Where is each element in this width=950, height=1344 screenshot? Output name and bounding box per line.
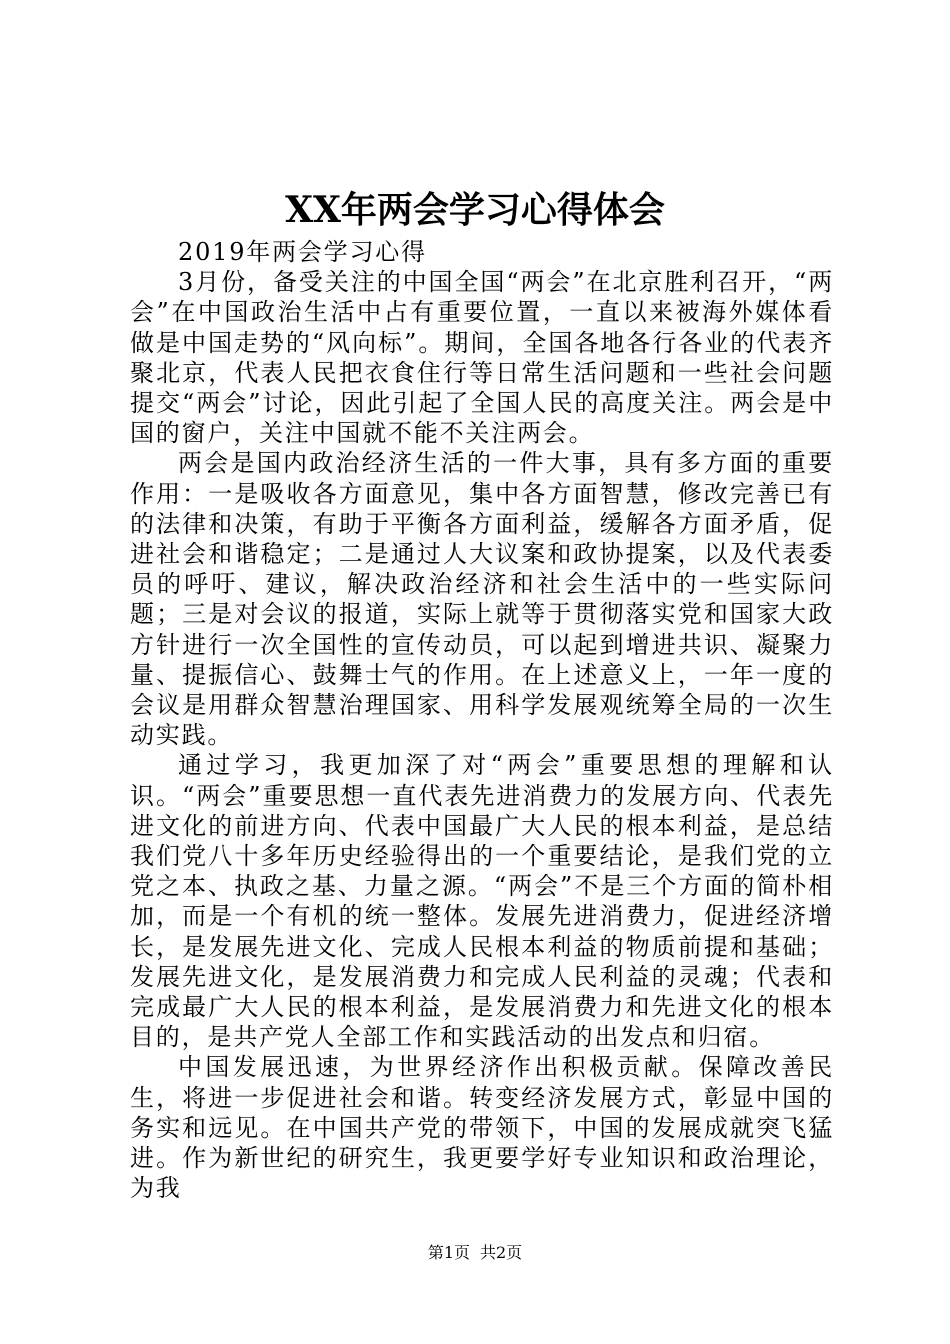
paragraph-3: 通过学习，我更加深了对“两会”重要思想的理解和认识。“两会”重要思想一直代表先进消费力的发展方向、代表先进文化的前进方向、代表中国最广大人民的根本利益，是总结我们党八十多年历史经验得出的一个重要结论，是我们党的立党之本、执政之基、力量之源。“两会”不是三个方面的简朴相加，而是一个有机的统一整体。发展先进消费力，促进经济增长，是发展先进文化、完成人民根本利益的物质前提和基础；发展先进文化，是发展消费力和完成人民利益的灵魂；代表和完成最广大人民的根本利益，是发展消费力和先进文化的根本目的，是共产党人全部工作和实践活动的出发点和归宿。 — [130, 751, 834, 1052]
document-body — [130, 237, 834, 1204]
paragraph-subtitle: 2019年两会学习心得 — [178, 238, 427, 266]
document-title: XX年两会学习心得体会 — [285, 189, 665, 231]
paragraph-4: 中国发展迅速，为世界经济作出积极贡献。保障改善民生，将进一步促进社会和谐。转变经济发展方式，彰显中国的务实和远见。在中国共产党的带领下，中国的发展成就突飞猛进。作为新世纪的研究生，我更要学好专业知识和政治理论，为我 — [130, 1053, 834, 1203]
paragraph-2: 两会是国内政治经济生活的一件大事，具有多方面的重要作用：一是吸收各方面意见，集中各方面智慧，修改完善已有的法律和决策，有助于平衡各方面利益，缓解各方面矛盾，促进社会和谐稳定；二是通过人大议案和政协提案，以及代表委员的呼吁、建议，解决政治经济和社会生活中的一些实际问题；三是对会议的报道，实际上就等于贯彻落实党和国家大政方针进行一次全国性的宣传动员，可以起到增进共识、凝聚力量、提振信心、鼓舞士气的作用。在上述意义上，一年一度的会议是用群众智慧治理国家、用科学发展观统筹全局的一次生动实践。 — [130, 449, 834, 750]
page-footer — [0, 1243, 950, 1263]
paragraph-1: 3月份，备受关注的中国全国“两会”在北京胜利召开，“两会”在中国政治生活中占有重要位置，一直以来被海外媒体看做是中国走势的“风向标”。期间，全国各地各行各业的代表齐聚北京，代表人民把衣食住行等日常生活问题和一些社会问题提交“两会”讨论，因此引起了全国人民的高度关注。两会是中国的窗户，关注中国就不能不关注两会。 — [130, 268, 834, 448]
page-number: 第1页 — [427, 1243, 470, 1262]
page-total: 共2页 — [480, 1243, 523, 1262]
